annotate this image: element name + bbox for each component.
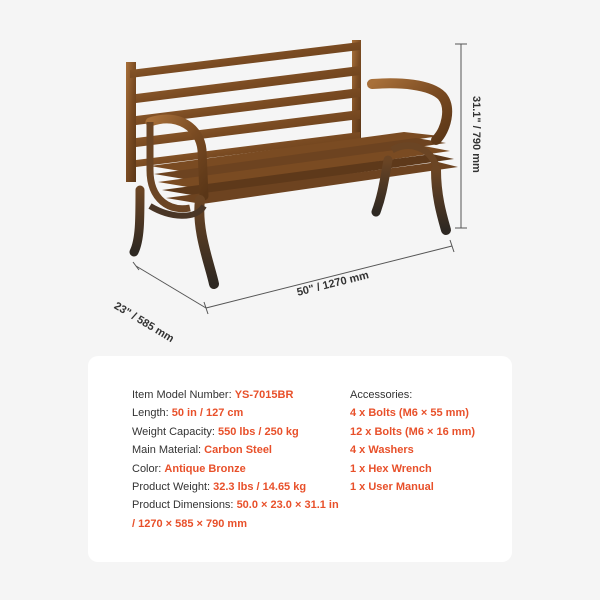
spec-model: Item Model Number: YS-7015BR [132, 389, 294, 401]
spec-list [132, 386, 339, 533]
accessory-item: 1 x User Manual [350, 481, 434, 494]
spec-dimensions-metric: / 1270 × 585 × 790 mm [132, 517, 247, 530]
spec-color: Color: Antique Bronze [132, 462, 246, 475]
accessories-title: Accessories: [350, 389, 413, 401]
spec-material: Main Material: Carbon Steel [132, 444, 272, 457]
spec-dimensions: Product Dimensions: 50.0 × 23.0 × 31.1 in [132, 499, 339, 512]
length-dimension-label: 50" / 1270 mm [295, 269, 371, 299]
accessory-item: 4 x Washers [350, 444, 414, 457]
height-dimension-label: 31.1" / 790 mm [470, 96, 482, 173]
accessory-item: 1 x Hex Wrench [350, 462, 432, 475]
depth-dimension-label: 23" / 585 mm [111, 300, 176, 346]
accessory-item: 12 x Bolts (M6 × 16 mm) [350, 425, 476, 438]
spec-card [88, 356, 512, 562]
spec-length: Length: 50 in / 127 cm [132, 407, 244, 420]
accessory-item: 4 x Bolts (M6 × 55 mm) [350, 407, 469, 420]
spec-capacity: Weight Capacity: 550 lbs / 250 kg [132, 425, 299, 438]
accessories-list [350, 386, 475, 496]
spec-weight: Product Weight: 32.3 lbs / 14.65 kg [132, 481, 307, 494]
